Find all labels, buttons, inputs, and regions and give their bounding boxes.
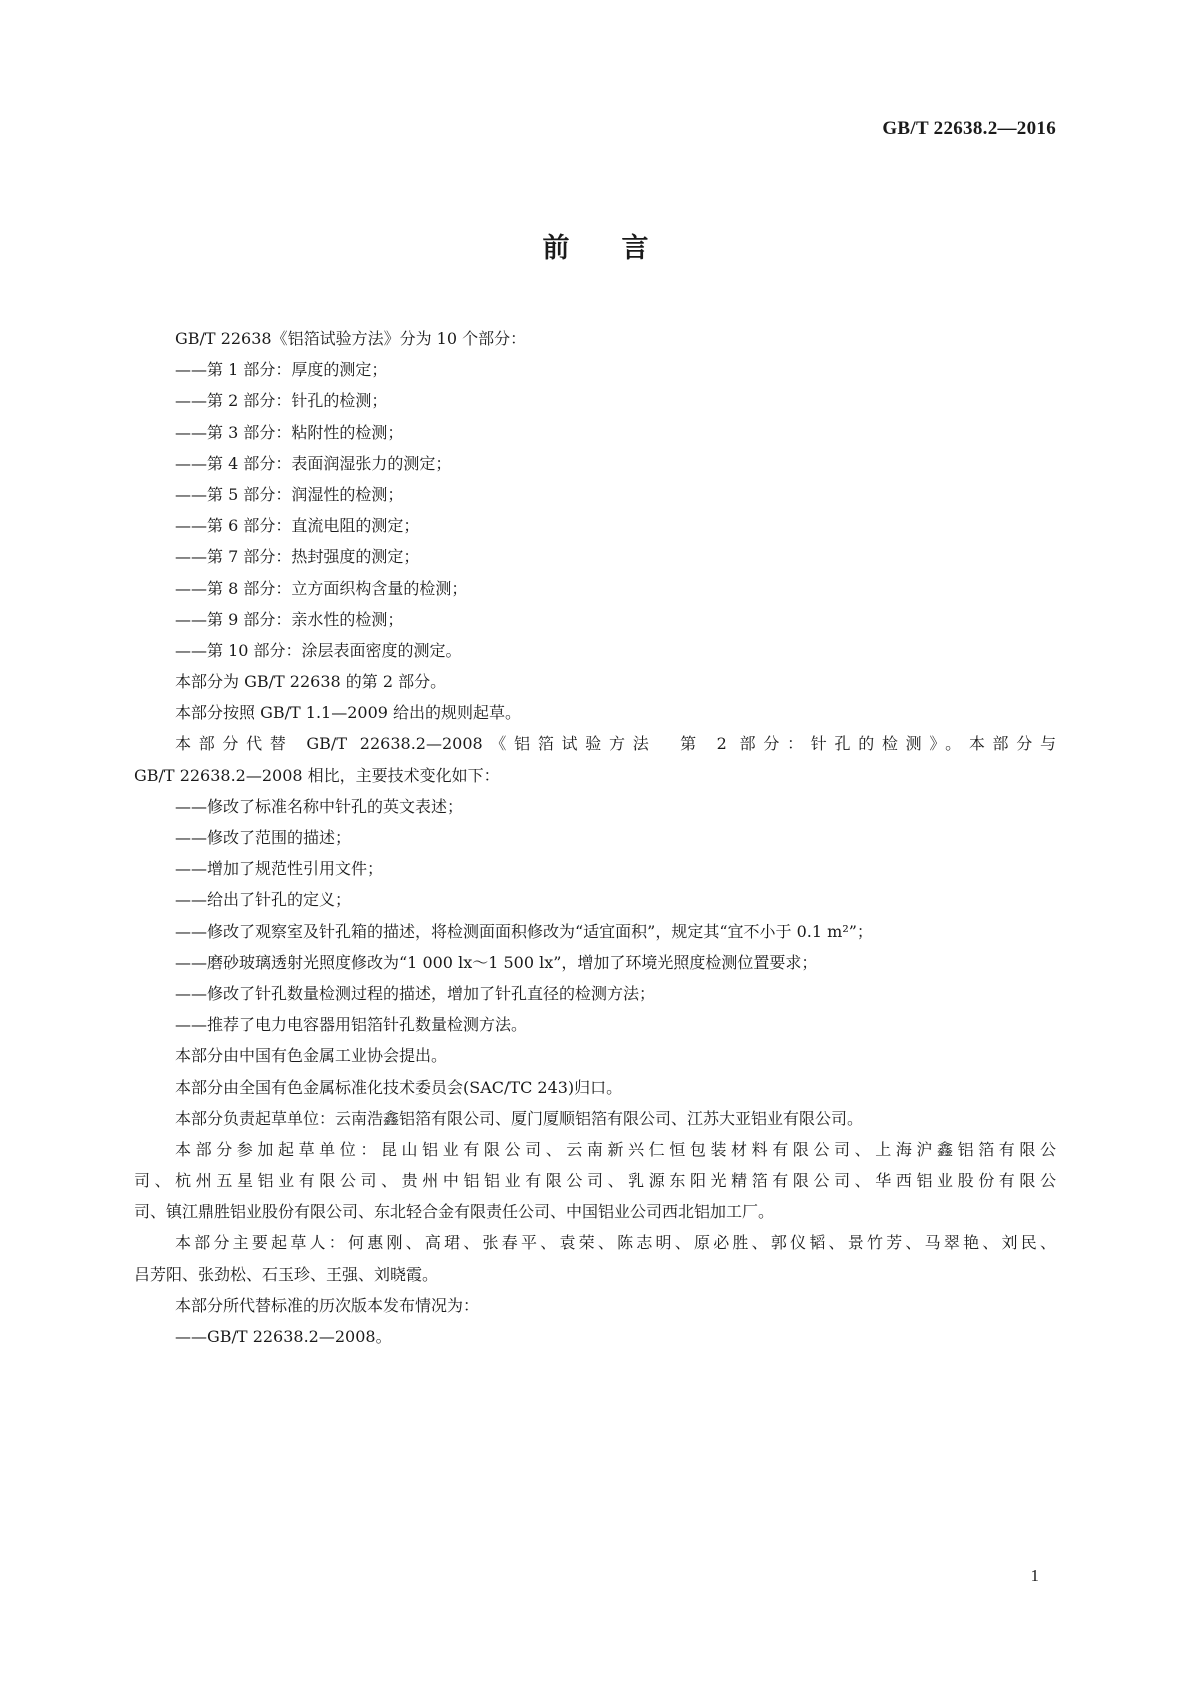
page-title: 前言 <box>542 233 701 264</box>
page-number: 1 <box>1030 1566 1039 1585</box>
text-line: 吕芳阳、张劲松、石玉珍、王强、刘晓霞。 <box>134 1264 439 1284</box>
text-line: ——第 1 部分：厚度的测定； <box>175 360 388 380</box>
text-line: 本部分参加起草单位：昆山铝业有限公司、云南新兴仁恒包装材料有限公司、上海沪鑫铝箔有限公 <box>175 1139 1056 1159</box>
text-line: 司、杭州五星铝业有限公司、贵州中铝铝业有限公司、乳源东阳光精箔有限公司、华西铝业股份有限公 <box>134 1171 1056 1191</box>
text-line: ——第 4 部分：表面润湿张力的测定； <box>175 453 452 473</box>
text-line: 本部分主要起草人：何惠刚、高珺、张春平、袁荣、陈志明、原必胜、郭仪韬、景竹芳、马翠艳、刘民、 <box>175 1233 1056 1253</box>
text-line: ——第 7 部分：热封强度的测定； <box>175 547 420 567</box>
text-line: ——第 9 部分：亲水性的检测； <box>175 609 404 629</box>
standard-number: GB/T 22638.2—2016 <box>882 118 1056 139</box>
text-line: GB/T 22638.2—2008 相比，主要技术变化如下： <box>134 765 500 785</box>
text-line: 本部分由中国有色金属工业协会提出。 <box>175 1046 448 1066</box>
text-line: ——修改了针孔数量检测过程的描述，增加了针孔直径的检测方法； <box>175 983 656 1003</box>
text-line: ——第 5 部分：润湿性的检测； <box>175 484 404 504</box>
text-line: ——修改了标准名称中针孔的英文表述； <box>175 796 464 816</box>
text-line: 本部分所代替标准的历次版本发布情况为： <box>175 1295 480 1315</box>
text-line: ——磨砂玻璃透射光照度修改为“1 000 lx～1 500 lx”，增加了环境光照度检测位置要求； <box>175 952 818 972</box>
text-line: 本部分由全国有色金属标准化技术委员会(SAC/TC 243)归口。 <box>175 1077 623 1097</box>
text-line: ——推荐了电力电容器用铝箔针孔数量检测方法。 <box>175 1015 528 1035</box>
text-line: 本部分为 GB/T 22638 的第 2 部分。 <box>175 672 447 692</box>
text-line: ——第 6 部分：直流电阻的测定； <box>175 516 420 536</box>
document-body <box>134 323 1056 1352</box>
text-line: ——第 2 部分：针孔的检测； <box>175 391 388 411</box>
text-line: ——修改了范围的描述； <box>175 828 352 847</box>
text-line: GB/T 22638《铝箔试验方法》分为 10 个部分： <box>175 329 527 348</box>
text-line: ——增加了规范性引用文件； <box>175 859 384 879</box>
text-line: 本部分按照 GB/T 1.1—2009 给出的规则起草。 <box>175 703 522 723</box>
text-line: ——第 3 部分：粘附性的检测； <box>175 422 404 442</box>
text-line: 本部分代替 GB/T 22638.2—2008《铝箔试验方法 第 2 部分：针孔的检测》。本部分与 <box>175 734 1056 754</box>
text-line: ——修改了观察室及针孔箱的描述，将检测面面积修改为“适宜面积”，规定其“宜不小于 0.1 m²”； <box>175 921 873 941</box>
text-line: ——GB/T 22638.2—2008。 <box>175 1327 392 1346</box>
text-line: ——第 8 部分：立方面织构含量的检测； <box>175 578 468 598</box>
text-line: ——给出了针孔的定义； <box>175 890 352 910</box>
text-line: 司、镇江鼎胜铝业股份有限公司、东北轻合金有限责任公司、中国铝业公司西北铝加工厂。 <box>134 1202 775 1222</box>
text-line: ——第 10 部分：涂层表面密度的测定。 <box>175 640 462 660</box>
text-line: 本部分负责起草单位：云南浩鑫铝箔有限公司、厦门厦顺铝箔有限公司、江苏大亚铝业有限公司。 <box>175 1108 864 1128</box>
